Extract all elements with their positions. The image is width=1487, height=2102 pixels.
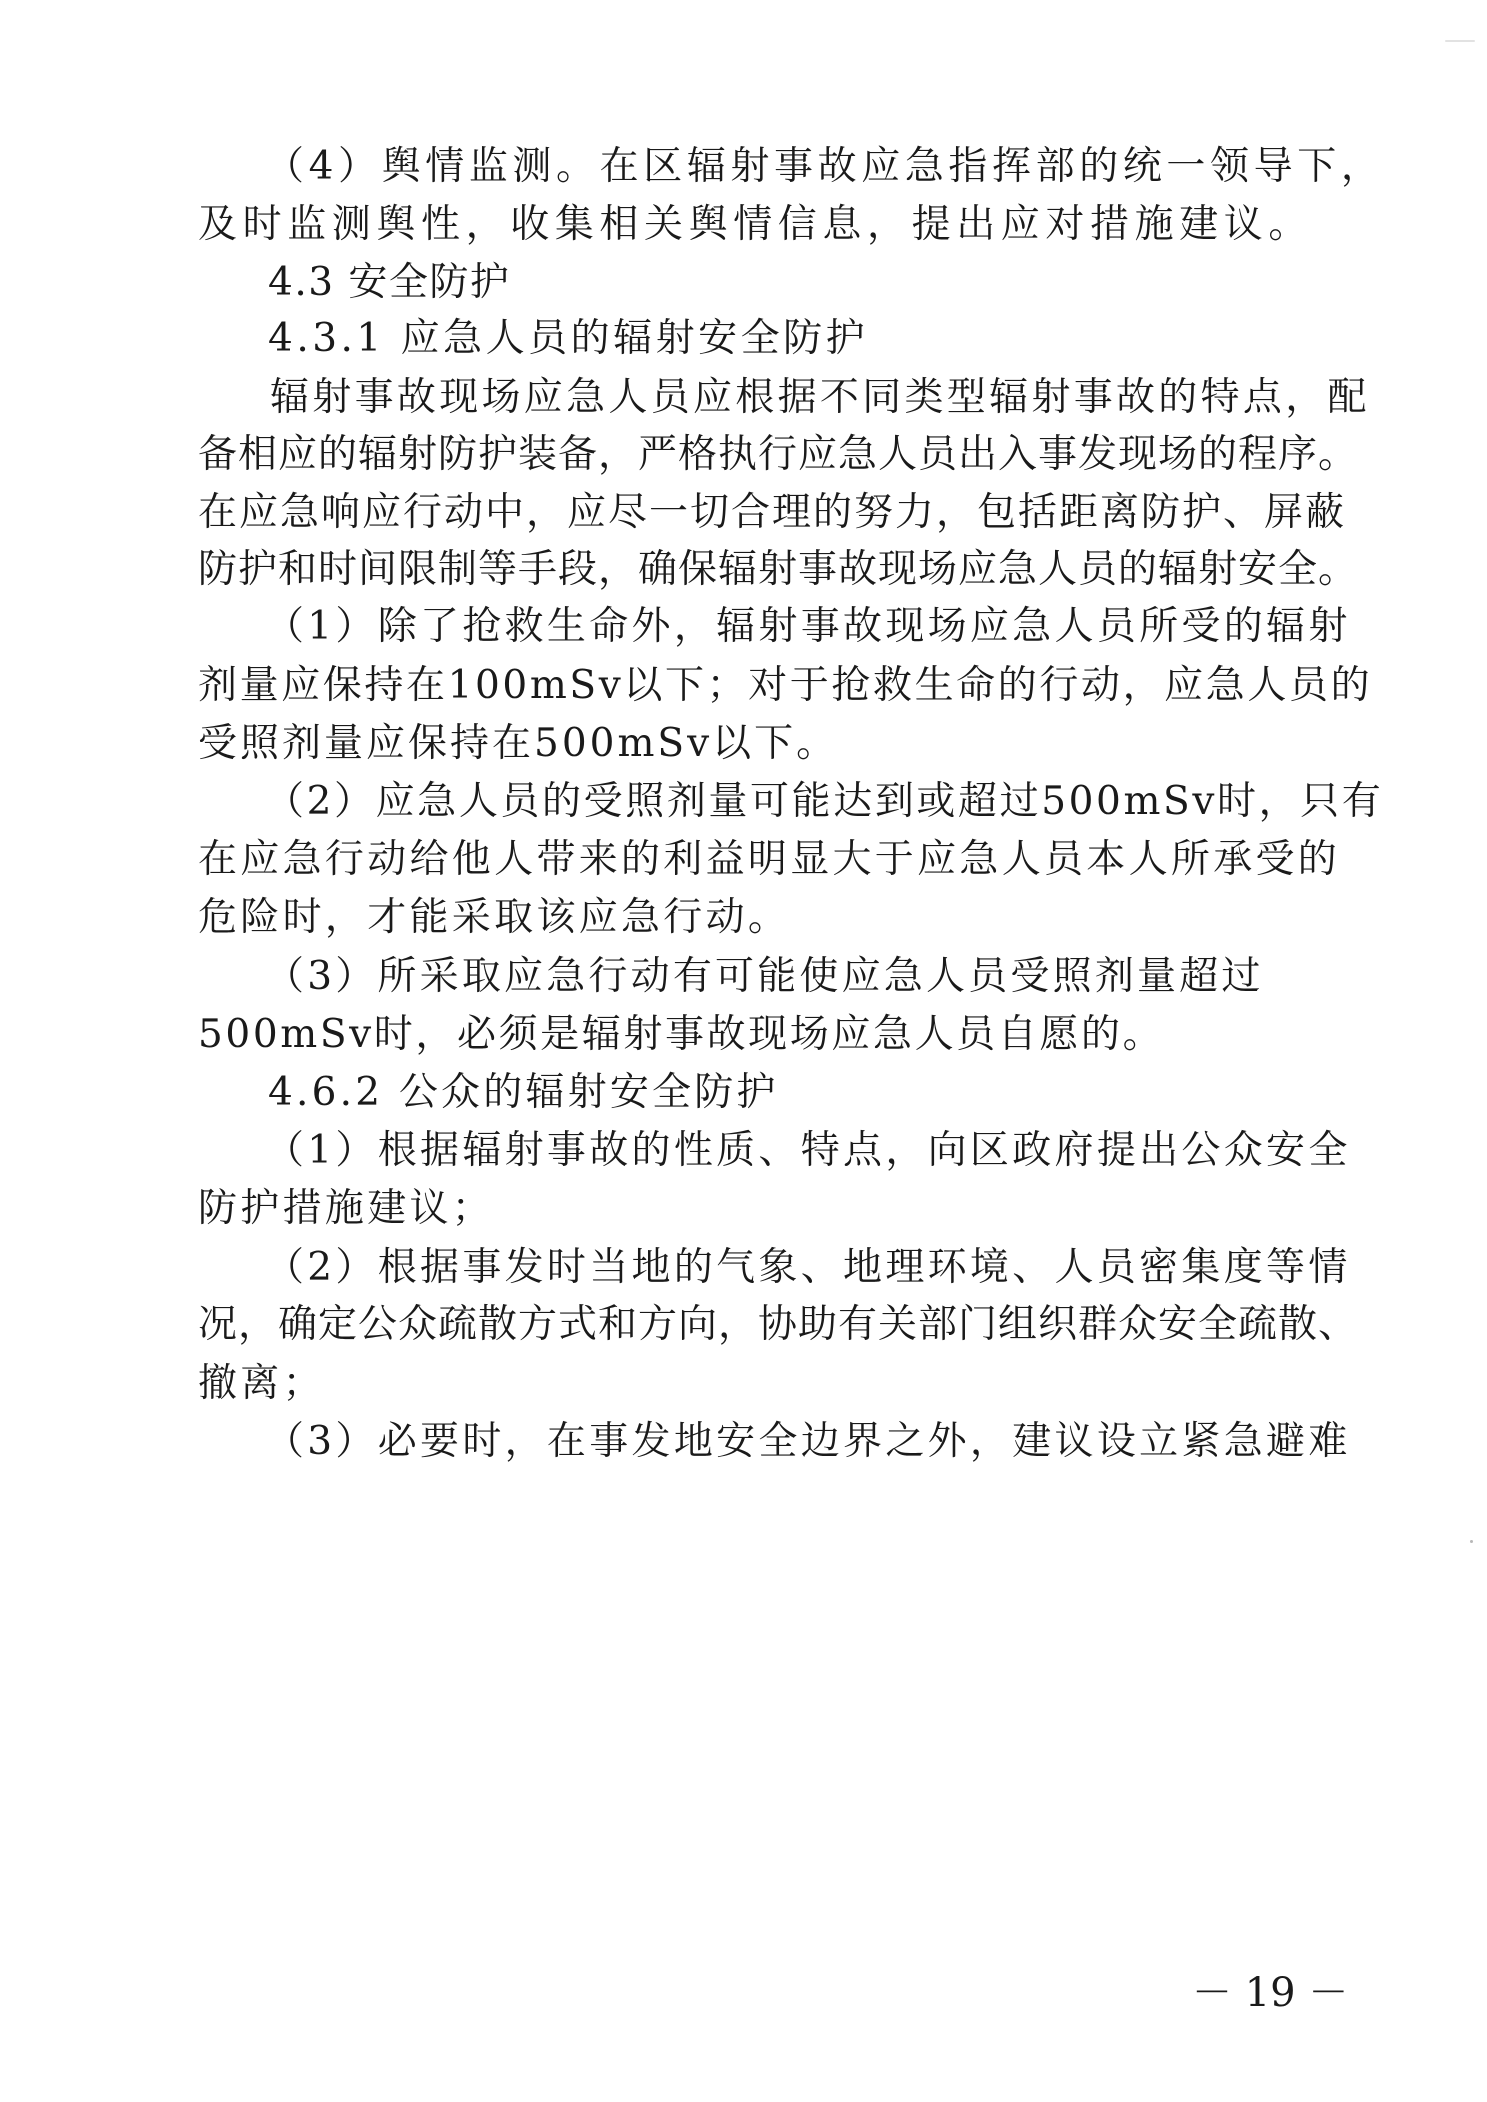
- text-line-10: 剂量应保持在100mSv以下；对于抢救生命的行动，应急人员的: [198, 663, 1373, 708]
- text-line-9: （1）除了抢救生命外，辐射事故现场应急人员所受的辐射: [265, 604, 1351, 649]
- text-line-7: 在应急响应行动中，应尽一切合理的努力，包括距离防护、屏蔽: [198, 490, 1347, 535]
- text-line-2: 及时监测舆性，收集相关舆情信息，提出应对措施建议。: [198, 202, 1314, 247]
- section-heading-4-3-1: 4.3.1 应急人员的辐射安全防护: [268, 316, 869, 361]
- text-line-11: 受照剂量应保持在500mSv以下。: [198, 721, 839, 766]
- text-line-8: 防护和时间限制等手段，确保辐射事故现场应急人员的辐射安全。: [198, 547, 1359, 592]
- text-line-15: （3）所采取应急行动有可能使应急人员受照剂量超过: [265, 954, 1264, 999]
- text-line-12: （2）应急人员的受照剂量可能达到或超过500mSv时，只有: [265, 779, 1384, 824]
- text-line-21: 况，确定公众疏散方式和方向，协助有关部门组织群众安全疏散、: [198, 1302, 1359, 1347]
- text-line-1: （4）舆情监测。在区辐射事故应急指挥部的统一领导下，: [265, 144, 1385, 189]
- section-heading-4-6-2: 4.6.2 公众的辐射安全防护: [268, 1070, 779, 1115]
- text-line-18: （1）根据辐射事故的性质、特点，向区政府提出公众安全: [265, 1128, 1351, 1173]
- text-line-19: 防护措施建议；: [198, 1186, 495, 1231]
- text-line-13: 在应急行动给他人带来的利益明显大于应急人员本人所承受的: [198, 837, 1341, 882]
- scan-speck: [1470, 1540, 1473, 1543]
- scan-speck: [1445, 40, 1475, 42]
- text-line-20: （2）根据事发时当地的气象、地理环境、人员密集度等情: [265, 1245, 1351, 1290]
- text-line-22: 撤离；: [198, 1361, 325, 1406]
- text-line-16: 500mSv时，必须是辐射事故现场应急人员自愿的。: [198, 1012, 1165, 1057]
- text-line-5: 辐射事故现场应急人员应根据不同类型辐射事故的特点，配: [270, 375, 1370, 420]
- text-line-14: 危险时，才能采取该应急行动。: [198, 895, 791, 940]
- text-line-6: 备相应的辐射防护装备，严格执行应急人员出入事发现场的程序。: [198, 432, 1359, 477]
- section-heading-4-3: 4.3 安全防护: [268, 260, 511, 305]
- page-number: － 19 －: [1192, 1970, 1349, 2016]
- text-line-23: （3）必要时，在事发地安全边界之外，建议设立紧急避难: [265, 1419, 1351, 1464]
